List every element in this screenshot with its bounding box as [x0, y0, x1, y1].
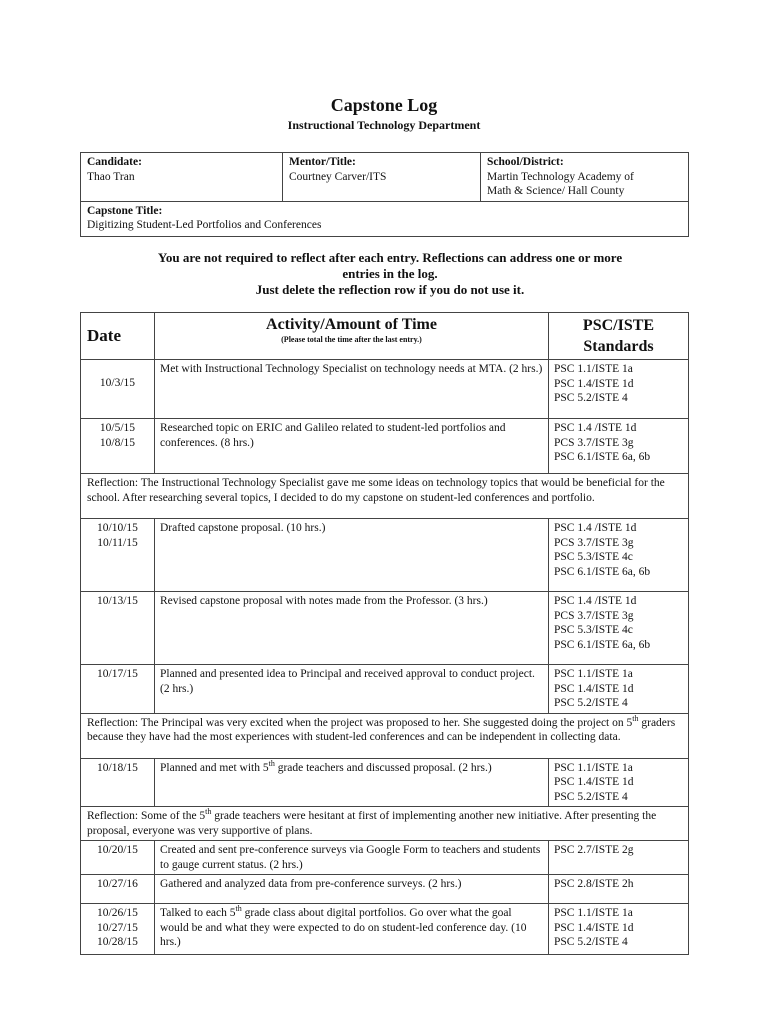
- entry-activity: Drafted capstone proposal. (10 hrs.): [155, 519, 549, 592]
- standard-item: PSC 1.4 /ISTE 1d: [554, 422, 637, 434]
- standard-item: PSC 1.4 /ISTE 1d: [554, 595, 637, 607]
- standard-item: PCS 3.7/ISTE 3g: [554, 609, 634, 622]
- reflection-text: Reflection: The Instructional Technology Specialist gave me some ideas on technology topics that would be beneficial for the school. After researching several topics, I decided to do my capstone on student-led conferences and portfolio.: [81, 474, 689, 519]
- log-entry-row: [81, 758, 689, 807]
- instructions-line-1: You are not required to reflect after each entry. Reflections can address one or more: [157, 250, 623, 265]
- standard-item: PSC 1.1/ISTE 1a: [554, 363, 633, 375]
- entry-date-line: 10/26/15: [97, 907, 138, 919]
- instructions-line-3: Just delete the reflection row if you do not use it.: [255, 282, 525, 297]
- reflection-row: [81, 474, 689, 519]
- capstone-title: Digitizing Student-Led Portfolios and Conferences: [87, 219, 322, 231]
- entry-date-line: 10/20/15: [97, 844, 138, 856]
- capstone-log-table: [80, 312, 689, 955]
- candidate-label: Candidate:: [87, 156, 142, 168]
- standard-item: PCS 3.7/ISTE 3g: [554, 436, 634, 449]
- standard-item: PSC 1.4/ISTE 1d: [554, 682, 634, 695]
- entry-date-line: 10/17/15: [97, 668, 138, 680]
- standard-item: PSC 1.1/ISTE 1a: [554, 907, 633, 919]
- standard-item: PSC 1.4/ISTE 1d: [554, 377, 634, 390]
- entry-standards: [549, 592, 689, 665]
- reflection-text: [81, 807, 689, 841]
- entry-date: [81, 904, 155, 955]
- entry-date-line: 10/11/15: [97, 536, 138, 549]
- page-title: Capstone Log: [330, 95, 438, 115]
- entry-date-line: 10/8/15: [99, 436, 136, 449]
- standard-item: PSC 6.1/ISTE 6a, 6b: [554, 638, 651, 651]
- log-header-row: [81, 313, 689, 360]
- reflection-row: [81, 807, 689, 841]
- entry-date: [81, 360, 155, 419]
- school-line-1: Martin Technology Academy of: [487, 170, 634, 183]
- standard-item: PSC 5.2/ISTE 4: [554, 790, 628, 803]
- header-date: Date: [81, 313, 155, 360]
- entry-date-line: 10/5/15: [99, 422, 136, 434]
- standard-item: PSC 5.2/ISTE 4: [554, 936, 628, 948]
- entry-standards: [549, 665, 689, 714]
- standard-item: PSC 5.2/ISTE 4: [554, 697, 628, 709]
- entry-date-line: 10/28/15: [97, 936, 138, 948]
- entry-date: [81, 419, 155, 474]
- entry-date: [81, 841, 155, 875]
- entry-activity-part: Talked to each 5: [160, 907, 236, 919]
- entry-date-line: 10/27/15: [97, 921, 138, 934]
- header-standards-line-2: Standards: [583, 338, 654, 355]
- header-standards-line-1: PSC/ISTE: [582, 317, 655, 334]
- standard-item: PSC 2.7/ISTE 2g: [554, 844, 634, 856]
- log-entry-row: [81, 419, 689, 474]
- capstone-title-label: Capstone Title:: [87, 204, 163, 217]
- entry-activity: Revised capstone proposal with notes made from the Professor. (3 hrs.): [155, 592, 549, 665]
- entry-standards: [549, 419, 689, 474]
- standard-item: PSC 1.1/ISTE 1a: [554, 761, 633, 774]
- superscript: th: [235, 904, 242, 914]
- log-entry-row: [81, 665, 689, 714]
- school-label: School/District:: [487, 156, 564, 168]
- standard-item: PSC 6.1/ISTE 6a, 6b: [554, 565, 651, 578]
- entry-activity: Created and sent pre-conference surveys via Google Form to teachers and students to gauge current status. (2 hrs.): [155, 841, 549, 875]
- entry-date: [81, 592, 155, 665]
- candidate-info-table: [80, 152, 689, 237]
- entry-date-line: 10/18/15: [97, 761, 138, 774]
- standard-item: PSC 1.4 /ISTE 1d: [554, 522, 637, 534]
- entry-date-line: 10/13/15: [97, 595, 138, 607]
- page-subtitle: Instructional Technology Department: [287, 118, 481, 132]
- entry-activity: Planned and presented idea to Principal and received approval to conduct project. (2 hrs.): [155, 665, 549, 714]
- log-entry-row: [81, 875, 689, 904]
- candidate-cell: [81, 153, 283, 202]
- entry-activity: Met with Instructional Technology Specialist on technology needs at MTA. (2 hrs.): [155, 360, 549, 419]
- entry-date: [81, 665, 155, 714]
- entry-standards: [549, 519, 689, 592]
- capstone-title-cell: [81, 201, 689, 236]
- log-entry-row: [81, 841, 689, 875]
- entry-activity-part: Planned and met with 5: [160, 761, 269, 774]
- standard-item: PSC 1.1/ISTE 1a: [554, 668, 633, 680]
- superscript: th: [205, 807, 212, 817]
- mentor-cell: [283, 153, 481, 202]
- entry-standards: [549, 360, 689, 419]
- entry-date: [81, 758, 155, 807]
- superscript: th: [268, 758, 275, 768]
- entry-activity: [155, 904, 549, 955]
- entry-date-line: 10/27/16: [97, 878, 138, 890]
- log-entry-row: [81, 360, 689, 419]
- standard-item: PSC 5.3/ISTE 4c: [554, 551, 633, 563]
- reflection-text-part: Reflection: Some of the 5: [87, 810, 206, 822]
- standard-item: PSC 1.4/ISTE 1d: [554, 776, 634, 788]
- school-cell: [481, 153, 689, 202]
- entry-date-line: 10/3/15: [99, 377, 136, 389]
- standard-item: PSC 1.4/ISTE 1d: [554, 921, 634, 934]
- header-activity-title: Activity/Amount of Time: [266, 316, 437, 333]
- entry-activity: Researched topic on ERIC and Galileo related to student-led portfolios and conferences. (8 hrs.): [155, 419, 549, 474]
- entry-activity-part: grade class about digital portfolios. Go over what the goal would be and what they were expected to do on student-led conference day. (10 hrs.): [160, 907, 527, 948]
- reflection-text-part: graders because they have had the most experiences with student-led conferences and can be independent in collecting data.: [87, 716, 676, 743]
- entry-activity-part: grade teachers and discussed proposal. (2 hrs.): [274, 761, 492, 774]
- entry-date: [81, 875, 155, 904]
- log-entry-row: [81, 519, 689, 592]
- standard-item: PSC 6.1/ISTE 6a, 6b: [554, 451, 651, 463]
- standard-item: PSC 2.8/ISTE 2h: [554, 878, 634, 890]
- reflection-text-part: grade teachers were hesitant at first of implementing another new initiative. After presenting the proposal, everyone was very supportive of plans.: [87, 810, 657, 837]
- header-activity: [155, 313, 549, 360]
- school-line-2: Math & Science/ Hall County: [487, 185, 625, 197]
- reflection-text-part: Reflection: The Principal was very excited when the project was proposed to her. She suggested doing the project on 5: [87, 716, 633, 729]
- standard-item: PSC 5.3/ISTE 4c: [554, 624, 633, 636]
- mentor-label: Mentor/Title:: [289, 156, 356, 168]
- entry-activity: [155, 758, 549, 807]
- mentor-name: Courtney Carver/ITS: [289, 170, 387, 183]
- entry-standards: [549, 841, 689, 875]
- reflection-text: [81, 713, 689, 758]
- standard-item: PSC 5.2/ISTE 4: [554, 392, 628, 404]
- entry-standards: [549, 875, 689, 904]
- superscript: th: [632, 713, 639, 723]
- instructions: [130, 250, 650, 298]
- header-standards: [549, 313, 689, 360]
- log-entry-row: [81, 592, 689, 665]
- reflection-row: [81, 713, 689, 758]
- candidate-name: Thao Tran: [87, 170, 135, 183]
- entry-activity: Gathered and analyzed data from pre-conference surveys. (2 hrs.): [155, 875, 549, 904]
- log-entry-row: [81, 904, 689, 955]
- entry-standards: [549, 758, 689, 807]
- header-activity-note: (Please total the time after the last entry.): [281, 335, 422, 344]
- standard-item: PCS 3.7/ISTE 3g: [554, 536, 634, 549]
- instructions-line-2: entries in the log.: [342, 266, 438, 281]
- entry-date: [81, 519, 155, 592]
- entry-date-line: 10/10/15: [97, 522, 138, 534]
- entry-standards: [549, 904, 689, 955]
